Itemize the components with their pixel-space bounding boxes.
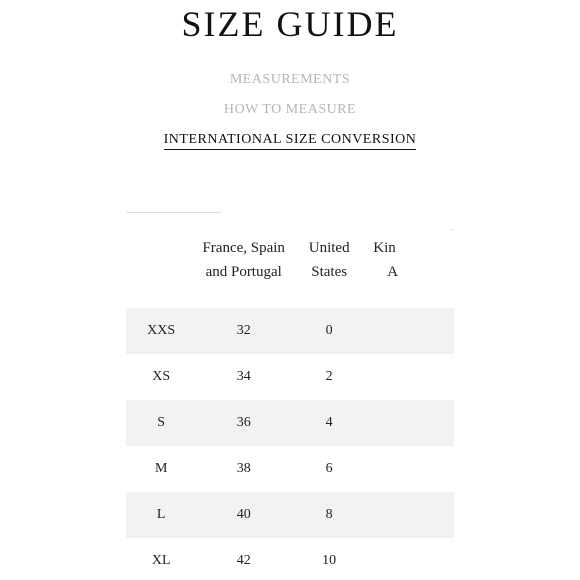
- header-france-line-1: France, Spain: [202, 240, 285, 256]
- cell-fr: 38: [236, 461, 251, 476]
- header-uk-line-2: A: [387, 264, 399, 280]
- cell-size: L: [126, 492, 196, 538]
- tab-international-size-conversion[interactable]: [0, 130, 580, 150]
- table-row: [126, 400, 454, 446]
- cell-us: 8: [291, 492, 367, 538]
- table-row: [126, 492, 454, 538]
- tab-international-size-conversion-label: INTERNATIONAL SIZE CONVERSION: [164, 132, 417, 150]
- size-guide-tabs: [0, 70, 580, 160]
- cell-size: S: [126, 400, 196, 446]
- size-conversion-table-scroll[interactable]: [126, 212, 454, 580]
- header-uk-line-1: Kin: [373, 240, 396, 256]
- cell-size: XL: [151, 553, 171, 568]
- size-conversion-table: [126, 212, 454, 580]
- cell-uk: [367, 446, 454, 492]
- tab-how-to-measure[interactable]: HOW TO MEASURE: [223, 102, 357, 117]
- cell-uk: [367, 308, 454, 354]
- tab-measurements[interactable]: MEASUREMENTS: [229, 72, 351, 87]
- table-row: [126, 308, 454, 354]
- cell-us: 4: [291, 400, 367, 446]
- cell-us: 10: [322, 553, 337, 568]
- header-united-states: [291, 212, 367, 308]
- cell-size: XXS: [126, 308, 196, 354]
- table-row: [126, 538, 454, 580]
- cell-uk: [367, 538, 454, 580]
- header-united-kingdom: [367, 212, 454, 308]
- cell-size: XS: [152, 369, 171, 384]
- table-row: [126, 446, 454, 492]
- cell-fr: 40: [196, 492, 291, 538]
- cell-fr: 34: [236, 369, 251, 384]
- header-us-line-1: United States: [308, 240, 350, 280]
- table-header-row: [126, 212, 454, 308]
- header-france-line-2: and Portugal: [205, 264, 282, 280]
- cell-us: 2: [325, 369, 333, 384]
- cell-size: M: [154, 461, 168, 476]
- cell-uk: [367, 400, 454, 446]
- cell-uk: [367, 354, 454, 400]
- cell-us: 6: [325, 461, 333, 476]
- cell-us: 0: [291, 308, 367, 354]
- cell-fr: 32: [196, 308, 291, 354]
- cell-uk: [367, 492, 454, 538]
- header-size: [126, 212, 196, 308]
- header-france-spain-portugal: [196, 212, 291, 308]
- cell-fr: 42: [236, 553, 251, 568]
- table-row: [126, 354, 454, 400]
- page-title: SIZE GUIDE: [181, 4, 399, 44]
- cell-fr: 36: [196, 400, 291, 446]
